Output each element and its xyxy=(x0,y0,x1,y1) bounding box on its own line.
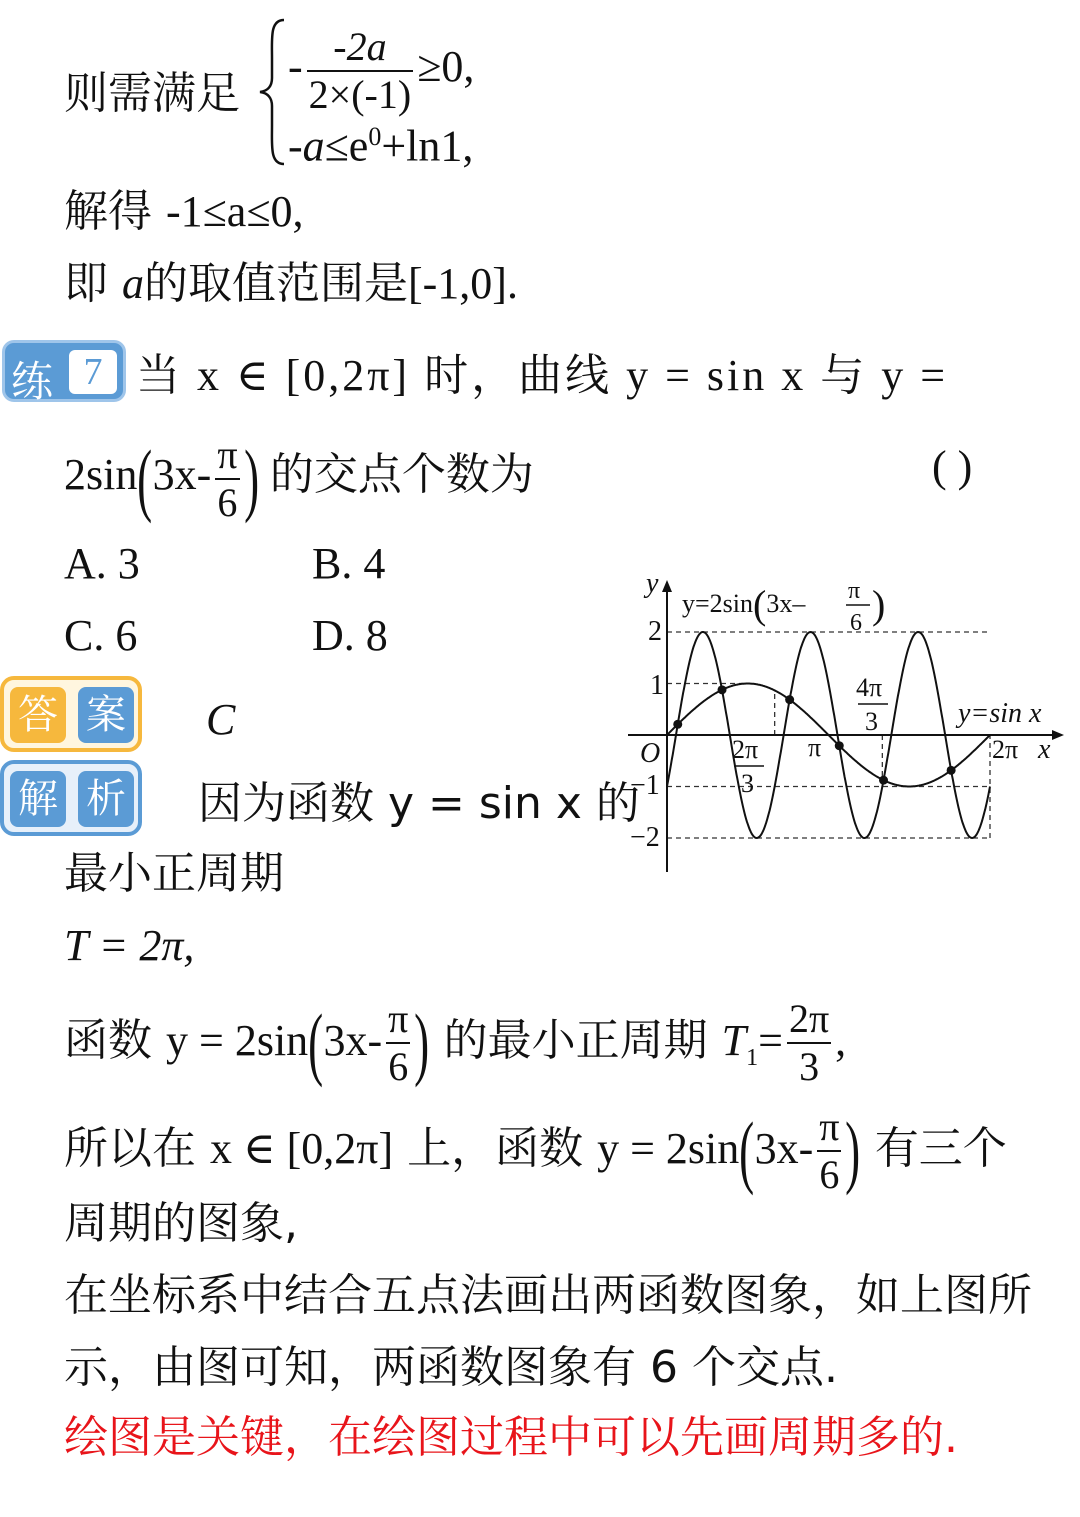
option-b[interactable]: B. 4 xyxy=(312,539,386,588)
intersection-point xyxy=(879,776,888,785)
tick-label-pi: π xyxy=(808,733,822,762)
curve-label-sin3x: y=2sin(3x– xyxy=(682,582,806,627)
x-axis-arrow xyxy=(1052,730,1064,740)
fraction: $\frac{2\pi}{3}$ xyxy=(788,996,830,1089)
question-line-1: 当 x ∈ [0,2π] 时，曲线 y = sin x 与 y = xyxy=(136,351,949,400)
question-line-2: 2sin(3x- $\frac{\pi}{6}$ ) 的交点个数为 xyxy=(64,432,534,525)
analysis-badge: 解 析 xyxy=(0,760,142,836)
tick-label-2pi3-den: 3 xyxy=(741,769,754,798)
analysis-line-8: 示，由图可知，两函数图象有 6 个交点. xyxy=(64,1342,838,1393)
curve-label-sinx: y=sin x xyxy=(958,698,1042,729)
y-axis-arrow xyxy=(662,580,672,592)
analysis-line-2: 最小正周期 xyxy=(64,848,284,899)
option-c[interactable]: C. 6 xyxy=(64,611,138,660)
tick-label-2pi: 2π xyxy=(992,735,1019,764)
answer-badge: 答 案 xyxy=(0,676,142,752)
range-line: 即 a的取值范围是[-1,0]. xyxy=(64,258,518,309)
option-a[interactable]: A. 3 xyxy=(64,539,140,588)
tick-label-4pi3-num: 4π xyxy=(856,673,883,702)
system-case-2: $-a\le e^0+\ln 1$, xyxy=(288,121,474,171)
fraction: $\frac{\pi}{6}$ xyxy=(819,1104,840,1197)
intersection-point xyxy=(785,695,794,704)
tick-label-y-1: 1 xyxy=(650,670,664,701)
key-tip: 绘图是关键，在绘图过程中可以先画周期多的. xyxy=(64,1412,958,1463)
analysis-line-4: 函数 y = 2sin(3x- $\frac{\pi}{6}$ ) 的最小正周期 $T_1=$ $\frac{2\pi}{3}$ , xyxy=(64,996,847,1089)
y-axis-label: y xyxy=(646,568,659,599)
intersection-point xyxy=(673,720,682,729)
analysis-line-3: T = 2π, xyxy=(64,921,195,970)
intersection-point xyxy=(718,685,727,694)
curve-label-paren: ) xyxy=(872,582,886,627)
tick-label-y-2: 2 xyxy=(648,616,662,647)
answer-blank: ( ) xyxy=(932,442,973,491)
solve-line: 解得 -1≤a≤0, xyxy=(64,186,304,237)
curve-label-frac-num: π xyxy=(848,578,861,604)
curve-label-frac-den: 6 xyxy=(850,610,862,636)
intersection-point xyxy=(947,766,956,775)
analysis-line-6: 周期的图象, xyxy=(64,1198,298,1249)
condition-label: 则需满足 xyxy=(64,68,240,119)
fraction: $\frac{\pi}{6}$ xyxy=(388,996,409,1089)
analysis-line-7: 在坐标系中结合五点法画出两函数图象，如上图所 xyxy=(64,1270,1032,1321)
system-case-1: - $\frac{-2a}{2\times(-1)}$ ≥0, xyxy=(288,24,475,117)
analysis-line-1: 因为函数 y = sin x 的 xyxy=(198,778,640,829)
tick-label-4pi3-den: 3 xyxy=(865,707,878,736)
tick-label-y-neg2: −2 xyxy=(630,822,660,853)
intersection-point xyxy=(835,741,844,750)
origin-label: O xyxy=(640,738,661,769)
fraction: $\frac{\pi}{6}$ xyxy=(217,432,238,525)
function-graph xyxy=(620,568,1070,878)
system-brace xyxy=(258,18,288,166)
exercise-badge: 练 7 xyxy=(2,340,126,402)
tick-label-y-neg1: −1 xyxy=(630,770,660,801)
analysis-line-5: 所以在 x ∈ [0,2π] 上，函数 y = 2sin(3x- $\frac{\pi}{6}$ ) 有三个 xyxy=(64,1104,1007,1197)
tick-label-2pi3-num: 2π xyxy=(732,735,759,764)
x-axis-label: x xyxy=(1038,734,1051,765)
option-d[interactable]: D. 8 xyxy=(312,611,388,660)
answer-value: C xyxy=(206,695,236,744)
fraction: $\frac{-2a}{2\times(-1)}$ xyxy=(308,24,412,117)
